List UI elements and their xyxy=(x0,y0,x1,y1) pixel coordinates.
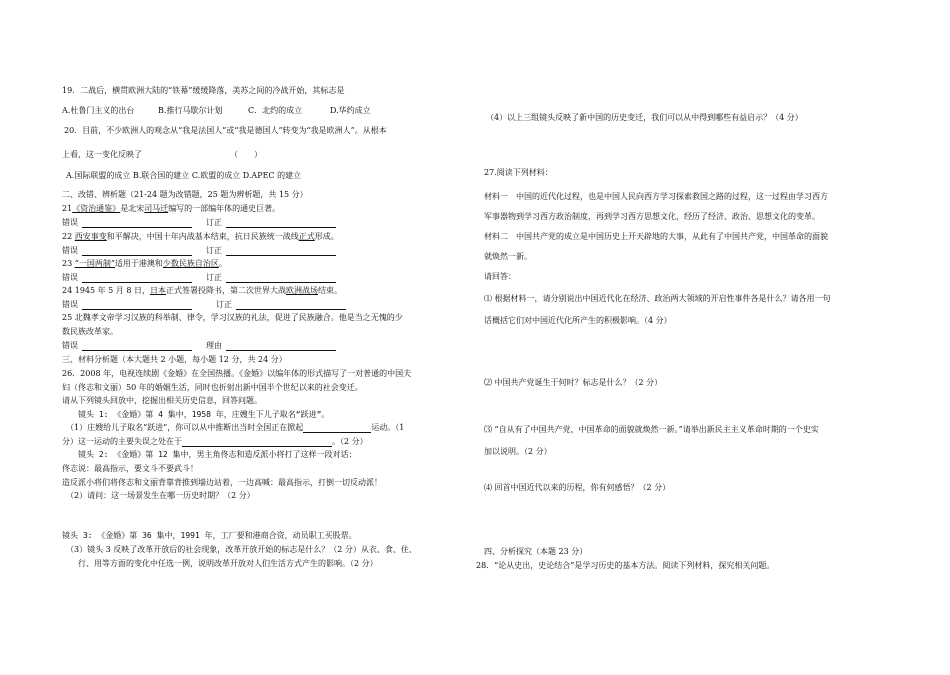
q20-stem-line2: 上看，这一变化反映了 xyxy=(62,150,142,159)
material1-line1: 材料一 中国的近代化过程，也是中国人民向西方学习探索救国之路的过程，这一过程由学习西方 xyxy=(484,192,828,201)
q22-underlined-1: 西安事变 xyxy=(74,232,107,241)
q26-2-question: （2）请问：这一场景发生在哪一历史时期？（2 分） xyxy=(66,491,255,500)
section4-title: 四、分析探究（本题 23 分） xyxy=(484,547,588,556)
q26-1-line2 xyxy=(62,437,368,447)
q26-4-question: （4）以上三组镜头反映了新中国的历史变迁，我们可以从中得到哪些有益启示？（4 分） xyxy=(486,113,803,122)
q26-1-text-end: 运动。（1 xyxy=(371,423,405,432)
material2-line1: 材料二 中国共产党的成立是中国历史上开天辟地的大事，从此有了中国共产党，中国革命的面貌 xyxy=(484,232,828,241)
q19-option-b: B.推行马歇尔计划 xyxy=(158,106,223,115)
q26-3-line1: （3）镜头 3 反映了改革开放后的社会现象，改革开放开始的标志是什么？（2 分）从衣、食、住、 xyxy=(66,545,417,554)
q28-stem: 28．“论从史出，史论结合”是学习历史的基本方法。阅读下列材料，探究相关问题。 xyxy=(476,561,775,570)
q26-1-blank-movement[interactable] xyxy=(303,423,371,433)
q25-stem-line2: 数民族改革家。 xyxy=(62,327,118,336)
shot2-rebel-text: 造反派小将们将佟志和文丽背靠背推到墙边站着，一边高喊：最高指示，打倒一切反动派！ xyxy=(62,478,382,487)
q23-text-mid: 适用于港澳和 xyxy=(114,259,163,268)
q21-text-end: 编写的一部编年体的通史巨著。 xyxy=(168,204,281,213)
q20-options: A.国际联盟的成立 B.联合国的建立 C.欧盟的成立 D.APEC 的建立 xyxy=(66,171,302,180)
q22-stem xyxy=(62,232,339,242)
q24-underlined-2: 欧洲战场 xyxy=(285,286,318,295)
material1-line2: 军事器物到学习西方政治制度，再到学习西方思想文化，经历了经济、政治、思想文化的变革。 xyxy=(484,212,820,221)
error-label: 错误 xyxy=(62,273,78,282)
q22-number: 22 xyxy=(62,232,75,241)
q23-number: 23 xyxy=(62,259,75,268)
shot3-text: 镜头 3: 《金婚》第 36 集中，1991 年，工厂要和港商合资，动员职工买股票。 xyxy=(62,531,357,540)
q23-underlined-1: “一国两制” xyxy=(74,259,115,268)
q24-text-mid: 正式签署投降书，第二次世界大战 xyxy=(165,286,286,295)
q26-1-text-end-2: 。（2 分） xyxy=(332,437,368,446)
q19-stem: 19．二战后，横贯欧洲大陆的“铁幕”缓缓降落，美苏之间的冷战开始，其标志是 xyxy=(62,86,345,95)
q24-text-end: 结束。 xyxy=(317,286,342,295)
q26-3-line2: 行、用等方面的变化中任选一例，说明改革开放对人们生活方式产生的影响。（2 分） xyxy=(78,559,378,568)
q26-1-line1 xyxy=(66,423,404,433)
q27-4-question: ⑷ 回首中国近代以来的历程，你有何感悟？（2 分） xyxy=(484,483,671,492)
q24-underlined-1: 日本 xyxy=(149,286,166,295)
please-answer-label: 请回答： xyxy=(484,272,516,281)
q21-number: 21 xyxy=(62,204,73,213)
shot2-dialog: 佟志说：最高指示，要文斗不要武斗！ xyxy=(62,464,198,473)
q21-stem xyxy=(62,204,280,214)
q24-answer-row xyxy=(62,300,346,310)
q27-2-question: ⑵ 中国共产党诞生于何时？标志是什么？（2 分） xyxy=(484,378,663,387)
q27-1-line1: ⑴ 根据材料一，请分别说出中国近代化在经济、政治两大领域的开启性事件各是什么？请各用一句 xyxy=(484,294,831,303)
q21-answer-row xyxy=(62,218,336,228)
q25-stem-line1: 25 北魏孝文帝学习汉族的科举制、律令，学习汉族的礼法，促进了民族融合。他是当之无愧的少 xyxy=(62,313,403,322)
q20-stem-line1: 20．目前，不少欧洲人的观念从“我是法国人”或“我是德国人”转变为“我是欧洲人”。从根本 xyxy=(64,126,387,135)
q26-stem-line3: 请从下列镜头回放中，挖掘出相关历史信息，回答问题。 xyxy=(62,396,262,405)
fix-label: 订正 xyxy=(216,300,232,309)
q26-1-text-start-2: 分）这一运动的主要失误之处在于 xyxy=(62,437,182,446)
error-label: 错误 xyxy=(62,246,78,255)
q27-1-line2: 话概括它们对中国近代化所产生的积极影响。（4 分） xyxy=(484,316,672,325)
error-blank[interactable] xyxy=(82,300,192,310)
material2-line2: 就焕然一新。 xyxy=(484,252,532,261)
q24-text-start: 24 1945 年 5 月 8 日， xyxy=(62,286,150,295)
error-blank[interactable] xyxy=(82,246,192,256)
q26-1-text-start: （1）庄嫂给儿子取名“跃进”，你可以从中推断出当时全国正在掀起 xyxy=(66,423,304,432)
q27-3-line1: ⑶ “自从有了中国共产党，中国革命的面貌就焕然一新。”请举出新民主主义革命时期的一个史实 xyxy=(484,425,819,434)
shot1-text: 镜头 1: 《金婚》第 4 集中，1958 年，庄嫂生下儿子取名“跃进”。 xyxy=(78,410,330,419)
q21-underlined-1: 《资治通鉴》 xyxy=(72,204,121,213)
error-label: 错误 xyxy=(62,341,78,350)
reason-label: 理由 xyxy=(206,341,222,350)
fix-label: 订正 xyxy=(206,218,222,227)
q25-answer-row xyxy=(62,341,336,351)
fix-label: 订正 xyxy=(206,273,222,282)
q24-stem xyxy=(62,286,342,296)
error-blank[interactable] xyxy=(82,218,192,228)
fix-blank[interactable] xyxy=(226,273,336,283)
q26-1-blank-mistake[interactable] xyxy=(182,437,332,447)
q19-option-a: A.杜鲁门主义的出台 xyxy=(62,106,135,115)
q23-text-end: 。 xyxy=(218,259,227,268)
q21-text-mid: 是北宋 xyxy=(120,204,145,213)
q22-answer-row xyxy=(62,246,336,256)
error-blank[interactable] xyxy=(82,341,192,351)
q19-option-c: C．北约的成立 xyxy=(248,106,303,115)
q19-option-d: D.华约成立 xyxy=(330,106,371,115)
section3-title: 三、材料分析题（本大题共 2 小题，每小题 12 分，共 24 分） xyxy=(62,355,287,364)
reason-blank[interactable] xyxy=(226,341,336,351)
error-blank[interactable] xyxy=(82,273,192,283)
q23-stem xyxy=(62,259,227,269)
section2-title: 二、改错、辨析题（21-24 题为改错题，25 题为辨析题，共 15 分） xyxy=(62,190,308,199)
fix-blank[interactable] xyxy=(226,246,336,256)
fix-label: 订正 xyxy=(206,246,222,255)
error-label: 错误 xyxy=(62,218,78,227)
q26-stem-line2: 妇（佟志和文丽）50 年的婚姻生活，同时也折射出新中国半个世纪以来的社会变迁。 xyxy=(62,383,363,392)
q23-answer-row xyxy=(62,273,336,283)
q27-3-line2: 加以说明。（2 分） xyxy=(484,447,552,456)
error-label: 错误 xyxy=(62,300,78,309)
q22-text-mid: 和平解决，中国十年内战基本结束，抗日民族统一战线 xyxy=(106,232,299,241)
q26-stem-line1: 26．2008 年，电视连续剧《金婚》在全国热播。《金婚》以编年体的形式描写了一对普通的中国夫 xyxy=(62,369,412,378)
q20-answer-paren: （ ） xyxy=(230,150,262,159)
fix-blank[interactable] xyxy=(226,218,336,228)
shot2-text: 镜头 2: 《金婚》第 12 集中，男主角佟志和造反派小将打了这样一段对话： xyxy=(78,450,357,459)
q21-underlined-2: 司马迁 xyxy=(144,204,169,213)
q22-underlined-2: 正式 xyxy=(298,232,315,241)
q22-text-end: 形成。 xyxy=(314,232,339,241)
fix-blank[interactable] xyxy=(236,300,346,310)
q23-underlined-2: 少数民族自治区 xyxy=(162,259,219,268)
q27-title: 27.阅读下列材料： xyxy=(484,168,553,177)
